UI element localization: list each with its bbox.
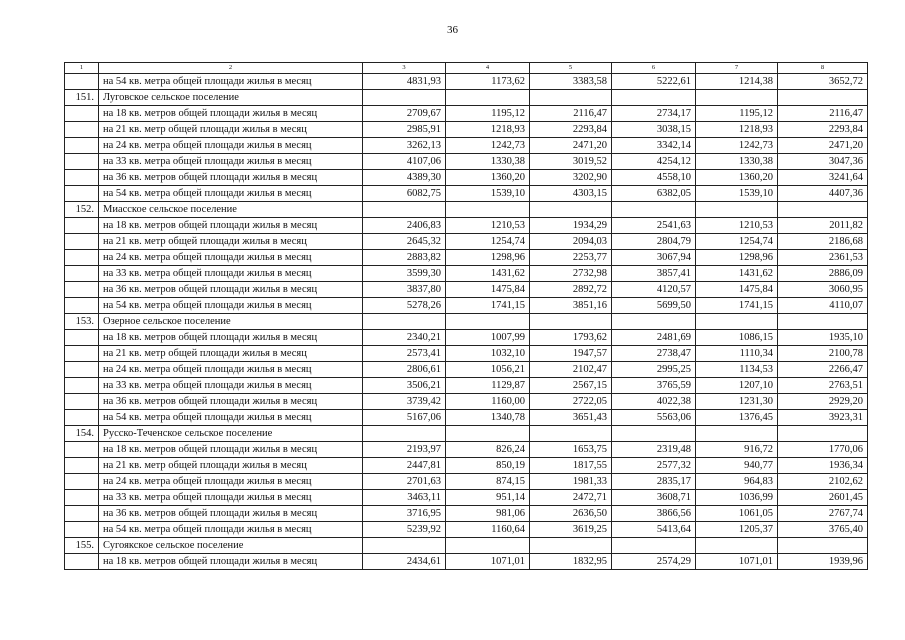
- value-cell: 3060,95: [778, 282, 868, 298]
- value-cell: 3202,90: [530, 170, 612, 186]
- value-cell: 1770,06: [778, 442, 868, 458]
- value-cell: 1431,62: [696, 266, 778, 282]
- table-row: [65, 522, 868, 538]
- value-cell: [363, 90, 446, 106]
- value-cell: [612, 538, 696, 554]
- value-cell: 964,83: [696, 474, 778, 490]
- table-row: [65, 122, 868, 138]
- value-cell: 2645,32: [363, 234, 446, 250]
- value-cell: 2577,32: [612, 458, 696, 474]
- value-cell: [446, 202, 530, 218]
- value-cell: 5222,61: [612, 74, 696, 90]
- value-cell: 2709,67: [363, 106, 446, 122]
- value-cell: 3652,72: [778, 74, 868, 90]
- value-cell: 2574,29: [612, 554, 696, 570]
- value-cell: 916,72: [696, 442, 778, 458]
- table-row: [65, 298, 868, 314]
- value-cell: 3608,71: [612, 490, 696, 506]
- table-row: [65, 186, 868, 202]
- value-cell: 2100,78: [778, 346, 868, 362]
- row-description: на 33 кв. метра общей площади жилья в месяц: [99, 490, 363, 506]
- value-cell: 1032,10: [446, 346, 530, 362]
- value-cell: 1195,12: [446, 106, 530, 122]
- row-number: [65, 282, 99, 298]
- value-cell: 2763,51: [778, 378, 868, 394]
- value-cell: [696, 314, 778, 330]
- value-cell: 2340,21: [363, 330, 446, 346]
- row-number: [65, 170, 99, 186]
- value-cell: 2835,17: [612, 474, 696, 490]
- value-cell: 1539,10: [446, 186, 530, 202]
- table-row: [65, 330, 868, 346]
- value-cell: 3241,64: [778, 170, 868, 186]
- value-cell: 4831,93: [363, 74, 446, 90]
- value-cell: 1539,10: [696, 186, 778, 202]
- row-description: на 24 кв. метра общей площади жилья в месяц: [99, 474, 363, 490]
- value-cell: [612, 314, 696, 330]
- value-cell: 1160,00: [446, 394, 530, 410]
- value-cell: 1741,15: [446, 298, 530, 314]
- value-cell: [778, 538, 868, 554]
- row-number: 151.: [65, 90, 99, 106]
- row-description: на 36 кв. метров общей площади жилья в месяц: [99, 394, 363, 410]
- value-cell: 850,19: [446, 458, 530, 474]
- value-cell: 1056,21: [446, 362, 530, 378]
- row-number: [65, 122, 99, 138]
- value-cell: 1254,74: [696, 234, 778, 250]
- value-cell: 1947,57: [530, 346, 612, 362]
- value-cell: 1071,01: [696, 554, 778, 570]
- row-description: на 33 кв. метра общей площади жилья в месяц: [99, 154, 363, 170]
- value-cell: 2094,03: [530, 234, 612, 250]
- column-header: 5: [530, 63, 612, 74]
- value-cell: 2253,77: [530, 250, 612, 266]
- row-number: [65, 74, 99, 90]
- page-number: 36: [447, 24, 458, 36]
- value-cell: 2471,20: [530, 138, 612, 154]
- section-row: [65, 314, 868, 330]
- value-cell: 2601,45: [778, 490, 868, 506]
- row-number: 152.: [65, 202, 99, 218]
- value-cell: 2804,79: [612, 234, 696, 250]
- table-row: [65, 266, 868, 282]
- value-cell: 2567,15: [530, 378, 612, 394]
- value-cell: 3047,36: [778, 154, 868, 170]
- row-description: на 18 кв. метров общей площади жилья в месяц: [99, 442, 363, 458]
- table-row: [65, 506, 868, 522]
- value-cell: 5563,06: [612, 410, 696, 426]
- value-cell: 5239,92: [363, 522, 446, 538]
- value-cell: 2929,20: [778, 394, 868, 410]
- value-cell: 2732,98: [530, 266, 612, 282]
- row-description: на 33 кв. метра общей площади жилья в месяц: [99, 266, 363, 282]
- table-row: [65, 154, 868, 170]
- value-cell: [696, 90, 778, 106]
- value-cell: [363, 314, 446, 330]
- settlement-name: Миасское сельское поселение: [99, 202, 363, 218]
- value-cell: 2293,84: [530, 122, 612, 138]
- value-cell: 4120,57: [612, 282, 696, 298]
- value-cell: 5278,26: [363, 298, 446, 314]
- value-cell: 3765,59: [612, 378, 696, 394]
- value-cell: 3857,41: [612, 266, 696, 282]
- value-cell: 3019,52: [530, 154, 612, 170]
- value-cell: 2434,61: [363, 554, 446, 570]
- value-cell: [696, 538, 778, 554]
- table-row: [65, 234, 868, 250]
- value-cell: 1036,99: [696, 490, 778, 506]
- value-cell: 4254,12: [612, 154, 696, 170]
- row-number: [65, 250, 99, 266]
- row-number: [65, 346, 99, 362]
- value-cell: 3383,58: [530, 74, 612, 90]
- table-row: [65, 378, 868, 394]
- value-cell: 951,14: [446, 490, 530, 506]
- table-row: [65, 106, 868, 122]
- value-cell: 1360,20: [696, 170, 778, 186]
- value-cell: [363, 202, 446, 218]
- value-cell: 2319,48: [612, 442, 696, 458]
- value-cell: 2361,53: [778, 250, 868, 266]
- value-cell: 5413,64: [612, 522, 696, 538]
- value-cell: 1431,62: [446, 266, 530, 282]
- row-description: на 21 кв. метр общей площади жилья в месяц: [99, 458, 363, 474]
- table-row: [65, 394, 868, 410]
- row-description: на 18 кв. метров общей площади жилья в месяц: [99, 218, 363, 234]
- row-number: [65, 218, 99, 234]
- value-cell: 1741,15: [696, 298, 778, 314]
- section-row: [65, 426, 868, 442]
- value-cell: 6082,75: [363, 186, 446, 202]
- value-cell: 2738,47: [612, 346, 696, 362]
- row-number: [65, 506, 99, 522]
- table-row: [65, 410, 868, 426]
- value-cell: 2892,72: [530, 282, 612, 298]
- value-cell: 1360,20: [446, 170, 530, 186]
- table-row: [65, 554, 868, 570]
- value-cell: 1254,74: [446, 234, 530, 250]
- value-cell: 4022,38: [612, 394, 696, 410]
- value-cell: 3038,15: [612, 122, 696, 138]
- value-cell: 3262,13: [363, 138, 446, 154]
- settlement-name: Сугоякское сельское поселение: [99, 538, 363, 554]
- value-cell: 1298,96: [696, 250, 778, 266]
- settlement-name: Луговское сельское поселение: [99, 90, 363, 106]
- row-number: 155.: [65, 538, 99, 554]
- value-cell: 1061,05: [696, 506, 778, 522]
- value-cell: 4389,30: [363, 170, 446, 186]
- value-cell: [778, 314, 868, 330]
- column-header: 4: [446, 63, 530, 74]
- value-cell: 1832,95: [530, 554, 612, 570]
- column-header: 2: [99, 63, 363, 74]
- value-cell: 2186,68: [778, 234, 868, 250]
- value-cell: 2722,05: [530, 394, 612, 410]
- value-cell: 2447,81: [363, 458, 446, 474]
- value-cell: [446, 314, 530, 330]
- row-number: [65, 298, 99, 314]
- value-cell: 3923,31: [778, 410, 868, 426]
- value-cell: 1340,78: [446, 410, 530, 426]
- value-cell: 2471,20: [778, 138, 868, 154]
- value-cell: 1242,73: [696, 138, 778, 154]
- table-row: [65, 282, 868, 298]
- row-number: [65, 154, 99, 170]
- column-header: 7: [696, 63, 778, 74]
- value-cell: 2995,25: [612, 362, 696, 378]
- value-cell: 2293,84: [778, 122, 868, 138]
- value-cell: 1207,10: [696, 378, 778, 394]
- table-body: [65, 63, 868, 570]
- row-description: на 36 кв. метров общей площади жилья в месяц: [99, 282, 363, 298]
- value-cell: 1071,01: [446, 554, 530, 570]
- value-cell: 2573,41: [363, 346, 446, 362]
- row-description: на 54 кв. метра общей площади жилья в месяц: [99, 298, 363, 314]
- value-cell: 6382,05: [612, 186, 696, 202]
- value-cell: [363, 426, 446, 442]
- value-cell: 874,15: [446, 474, 530, 490]
- row-description: на 54 кв. метра общей площади жилья в месяц: [99, 410, 363, 426]
- row-number: [65, 138, 99, 154]
- value-cell: 3067,94: [612, 250, 696, 266]
- value-cell: [696, 426, 778, 442]
- row-description: на 21 кв. метр общей площади жилья в месяц: [99, 346, 363, 362]
- section-row: [65, 90, 868, 106]
- value-cell: 1935,10: [778, 330, 868, 346]
- row-description: на 36 кв. метров общей площади жилья в месяц: [99, 506, 363, 522]
- value-cell: [446, 90, 530, 106]
- value-cell: 1939,96: [778, 554, 868, 570]
- value-cell: 3651,43: [530, 410, 612, 426]
- table-row: [65, 138, 868, 154]
- row-number: [65, 330, 99, 346]
- row-description: на 24 кв. метра общей площади жилья в месяц: [99, 138, 363, 154]
- value-cell: [530, 426, 612, 442]
- row-number: [65, 362, 99, 378]
- value-cell: 1242,73: [446, 138, 530, 154]
- value-cell: 1817,55: [530, 458, 612, 474]
- value-cell: 981,06: [446, 506, 530, 522]
- value-cell: [778, 426, 868, 442]
- value-cell: 1214,38: [696, 74, 778, 90]
- value-cell: [530, 314, 612, 330]
- value-cell: 2266,47: [778, 362, 868, 378]
- value-cell: [612, 202, 696, 218]
- value-cell: 2985,91: [363, 122, 446, 138]
- value-cell: 1231,30: [696, 394, 778, 410]
- value-cell: 4110,07: [778, 298, 868, 314]
- value-cell: 3599,30: [363, 266, 446, 282]
- value-cell: 2734,17: [612, 106, 696, 122]
- value-cell: 1160,64: [446, 522, 530, 538]
- value-cell: 1218,93: [446, 122, 530, 138]
- row-description: на 24 кв. метра общей площади жилья в месяц: [99, 250, 363, 266]
- value-cell: [612, 426, 696, 442]
- row-description: на 18 кв. метров общей площади жилья в месяц: [99, 106, 363, 122]
- value-cell: 940,77: [696, 458, 778, 474]
- value-cell: 3619,25: [530, 522, 612, 538]
- value-cell: 1475,84: [446, 282, 530, 298]
- value-cell: 2701,63: [363, 474, 446, 490]
- tariff-table: [64, 62, 868, 570]
- value-cell: 2406,83: [363, 218, 446, 234]
- value-cell: 5167,06: [363, 410, 446, 426]
- value-cell: 2886,09: [778, 266, 868, 282]
- row-description: на 54 кв. метра общей площади жилья в месяц: [99, 74, 363, 90]
- value-cell: 4558,10: [612, 170, 696, 186]
- value-cell: 1936,34: [778, 458, 868, 474]
- value-cell: 1210,53: [446, 218, 530, 234]
- value-cell: 2883,82: [363, 250, 446, 266]
- value-cell: 1475,84: [696, 282, 778, 298]
- value-cell: [612, 90, 696, 106]
- row-number: 154.: [65, 426, 99, 442]
- value-cell: 3342,14: [612, 138, 696, 154]
- value-cell: 3765,40: [778, 522, 868, 538]
- value-cell: 2102,62: [778, 474, 868, 490]
- value-cell: [363, 538, 446, 554]
- value-cell: 1007,99: [446, 330, 530, 346]
- row-number: [65, 186, 99, 202]
- row-description: на 21 кв. метр общей площади жилья в месяц: [99, 122, 363, 138]
- value-cell: 3463,11: [363, 490, 446, 506]
- column-header: 8: [778, 63, 868, 74]
- settlement-name: Русско-Теченское сельское поселение: [99, 426, 363, 442]
- value-cell: [530, 538, 612, 554]
- row-description: на 18 кв. метров общей площади жилья в месяц: [99, 554, 363, 570]
- column-header: 6: [612, 63, 696, 74]
- row-description: на 33 кв. метра общей площади жилья в месяц: [99, 378, 363, 394]
- row-number: [65, 410, 99, 426]
- value-cell: 1934,29: [530, 218, 612, 234]
- value-cell: 2116,47: [530, 106, 612, 122]
- value-cell: [778, 202, 868, 218]
- value-cell: 3851,16: [530, 298, 612, 314]
- value-cell: 2806,61: [363, 362, 446, 378]
- value-cell: 2102,47: [530, 362, 612, 378]
- value-cell: 3739,42: [363, 394, 446, 410]
- row-description: на 54 кв. метра общей площади жилья в месяц: [99, 522, 363, 538]
- value-cell: 3837,80: [363, 282, 446, 298]
- table-row: [65, 218, 868, 234]
- value-cell: 2767,74: [778, 506, 868, 522]
- row-description: на 54 кв. метра общей площади жилья в месяц: [99, 186, 363, 202]
- value-cell: 1981,33: [530, 474, 612, 490]
- value-cell: 1195,12: [696, 106, 778, 122]
- value-cell: 4107,06: [363, 154, 446, 170]
- table-row: [65, 458, 868, 474]
- value-cell: 2481,69: [612, 330, 696, 346]
- value-cell: 1218,93: [696, 122, 778, 138]
- value-cell: 3506,21: [363, 378, 446, 394]
- row-number: [65, 106, 99, 122]
- row-number: [65, 266, 99, 282]
- value-cell: [696, 202, 778, 218]
- value-cell: 1298,96: [446, 250, 530, 266]
- settlement-name: Озерное сельское поселение: [99, 314, 363, 330]
- table-row: [65, 442, 868, 458]
- value-cell: 4407,36: [778, 186, 868, 202]
- table-row: [65, 74, 868, 90]
- value-cell: [446, 538, 530, 554]
- value-cell: 1376,45: [696, 410, 778, 426]
- section-row: [65, 538, 868, 554]
- value-cell: 1330,38: [446, 154, 530, 170]
- row-description: на 24 кв. метра общей площади жилья в месяц: [99, 362, 363, 378]
- table-row: [65, 346, 868, 362]
- row-number: [65, 394, 99, 410]
- value-cell: 3716,95: [363, 506, 446, 522]
- value-cell: [530, 202, 612, 218]
- value-cell: 5699,50: [612, 298, 696, 314]
- value-cell: 2541,63: [612, 218, 696, 234]
- value-cell: [530, 90, 612, 106]
- table-row: [65, 362, 868, 378]
- section-row: [65, 202, 868, 218]
- row-number: 153.: [65, 314, 99, 330]
- value-cell: 1210,53: [696, 218, 778, 234]
- value-cell: 3866,56: [612, 506, 696, 522]
- value-cell: 2011,82: [778, 218, 868, 234]
- row-number: [65, 474, 99, 490]
- value-cell: 4303,15: [530, 186, 612, 202]
- value-cell: 2636,50: [530, 506, 612, 522]
- row-number: [65, 458, 99, 474]
- value-cell: 1086,15: [696, 330, 778, 346]
- column-header-row: [65, 63, 868, 74]
- value-cell: 1129,87: [446, 378, 530, 394]
- column-header: 1: [65, 63, 99, 74]
- row-description: на 18 кв. метров общей площади жилья в месяц: [99, 330, 363, 346]
- value-cell: 2472,71: [530, 490, 612, 506]
- value-cell: [778, 90, 868, 106]
- value-cell: 1330,38: [696, 154, 778, 170]
- row-number: [65, 378, 99, 394]
- value-cell: 1205,37: [696, 522, 778, 538]
- value-cell: 1134,53: [696, 362, 778, 378]
- value-cell: 1793,62: [530, 330, 612, 346]
- value-cell: 2116,47: [778, 106, 868, 122]
- row-number: [65, 554, 99, 570]
- row-number: [65, 490, 99, 506]
- row-number: [65, 234, 99, 250]
- table-row: [65, 170, 868, 186]
- value-cell: 1110,34: [696, 346, 778, 362]
- value-cell: 826,24: [446, 442, 530, 458]
- row-number: [65, 442, 99, 458]
- column-header: 3: [363, 63, 446, 74]
- value-cell: 1173,62: [446, 74, 530, 90]
- row-number: [65, 522, 99, 538]
- value-cell: 2193,97: [363, 442, 446, 458]
- table-row: [65, 474, 868, 490]
- value-cell: [446, 426, 530, 442]
- table-row: [65, 490, 868, 506]
- row-description: на 21 кв. метр общей площади жилья в месяц: [99, 234, 363, 250]
- value-cell: 1653,75: [530, 442, 612, 458]
- row-description: на 36 кв. метров общей площади жилья в месяц: [99, 170, 363, 186]
- table-row: [65, 250, 868, 266]
